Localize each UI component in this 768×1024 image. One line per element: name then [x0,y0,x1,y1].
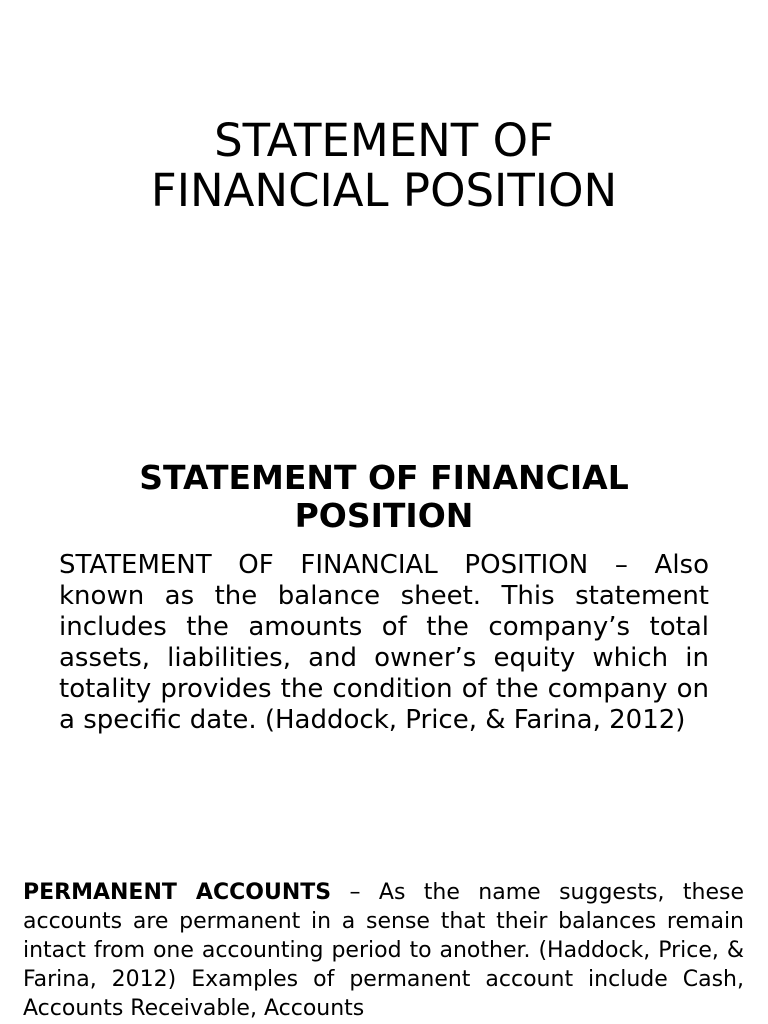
slide-title-line-1: STATEMENT OF [214,114,554,167]
slide-title [0,116,768,216]
section-heading-line-2: POSITION [294,496,474,535]
section-heading [0,459,768,535]
slide-title-line-2: FINANCIAL POSITION [150,164,618,217]
section-heading-line-1: STATEMENT OF FINANCIAL [139,458,629,497]
permanent-accounts-term: PERMANENT ACCOUNTS [23,880,332,905]
definition-paragraph: STATEMENT OF FINANCIAL POSITION – Also known as the balance sheet. This statement includes the amounts of the company’s total assets, liabilities, and owner’s equity which in totality provides the condition of the company on a specific date. (Haddock, Price, & Farina, 2012) [59,550,709,735]
permanent-accounts-paragraph [23,878,744,1023]
permanent-accounts-text: – As the name suggests, these accounts are permanent in a sense that their balances remain intact from one accounting period to another. (Haddock, Price, & Farina, 2012) Examples of permanent account include Cash, Accounts Receivable, Accounts [23,880,744,1021]
